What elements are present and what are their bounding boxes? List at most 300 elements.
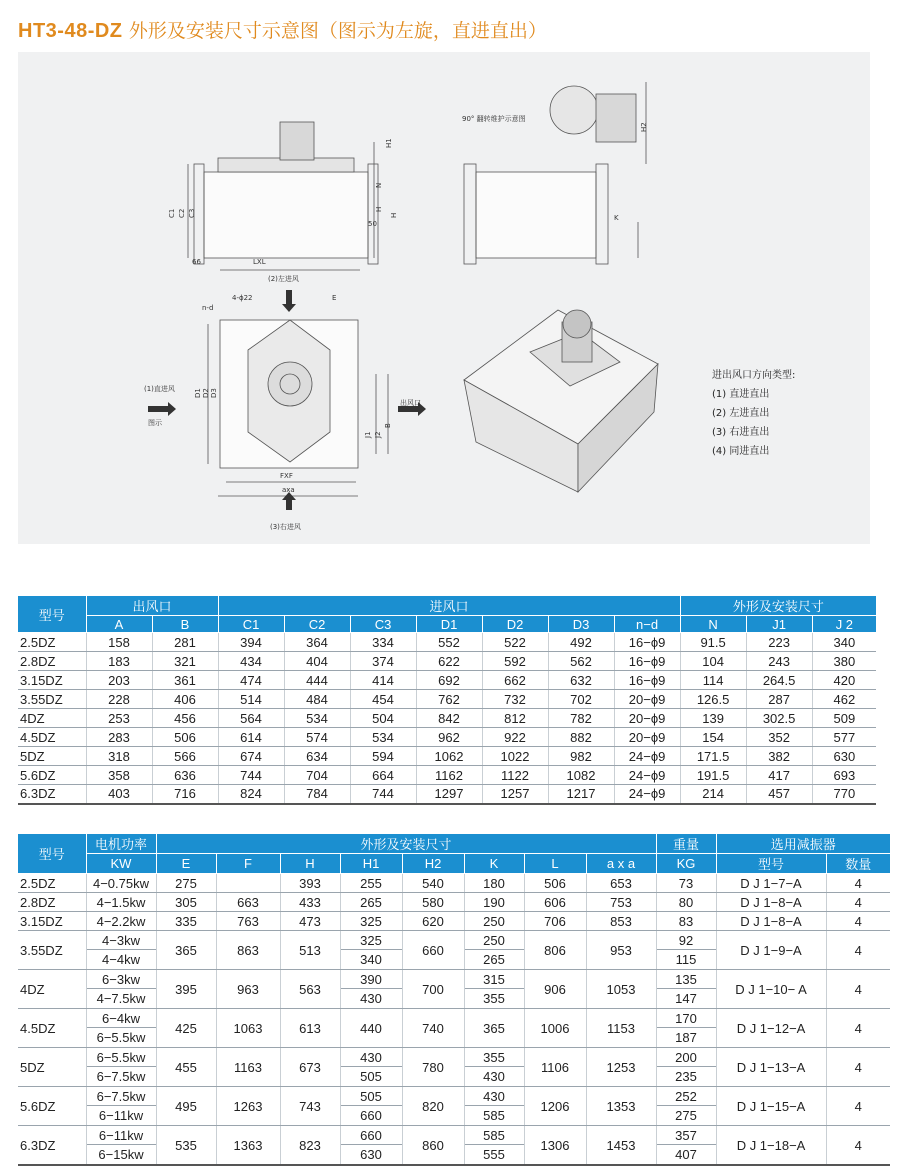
value-cell: 264.5 [746,671,812,690]
h-cell: 613 [280,1009,340,1048]
h1-value: 630 [360,1147,382,1162]
table-row [18,912,890,931]
h2-cell: 660 [402,931,464,970]
column-header: C1 [218,616,284,633]
h2-cell: 820 [402,1087,464,1126]
value-cell: 812 [482,709,548,728]
kw-cell [86,970,156,1009]
group-dimensions: 外形及安装尺寸 [680,596,876,616]
qty-cell: 4 [826,1087,890,1126]
table-row [18,785,876,804]
value-cell: 16−ϕ9 [614,652,680,671]
damper-cell: D J 1−10− A [716,970,826,1009]
kw-cell [86,1009,156,1048]
kg-cell [656,970,716,1009]
axa-cell: 1353 [586,1087,656,1126]
value-cell: 382 [746,747,812,766]
value-cell: 744 [218,766,284,785]
value-cell: 704 [284,766,350,785]
column-header: K [464,854,524,874]
column-header: J1 [746,616,812,633]
model-cell: 4DZ [18,970,86,1009]
kg-value: 407 [675,1147,697,1162]
column-header: J 2 [812,616,876,633]
kw-cell: 4−2.2kw [86,912,156,931]
l-cell: 1306 [524,1126,586,1166]
value-cell: 183 [86,652,152,671]
value-cell: 281 [152,633,218,652]
model-cell: 2.8DZ [18,893,86,912]
model-cell: 6.3DZ [18,1126,86,1166]
column-header: C2 [284,616,350,633]
kg-value: 147 [675,991,697,1006]
value-cell: 434 [218,652,284,671]
label-outlet: 出风口 [400,399,421,407]
value-cell: 158 [86,633,152,652]
column-header: C3 [350,616,416,633]
value-cell: 139 [680,709,746,728]
value-cell: 664 [350,766,416,785]
kg-value: 275 [675,1108,697,1123]
value-cell: 693 [812,766,876,785]
kw-cell [86,1126,156,1166]
value-cell: 334 [350,633,416,652]
column-header: D2 [482,616,548,633]
motor-table [18,834,890,1166]
value-cell: 674 [218,747,284,766]
column-header: N [680,616,746,633]
model-cell: 5.6DZ [18,766,86,785]
label-j1: J1 [364,431,372,438]
value-cell: 716 [152,785,218,804]
h2-cell: 700 [402,970,464,1009]
kw-value: 6−11kw [87,1126,156,1145]
value-cell: 417 [746,766,812,785]
label-d2: D2 [202,388,210,398]
kg-value: 92 [657,931,716,950]
group-inlet: 进风口 [218,596,680,616]
label-h: H [390,212,398,218]
model-cell: 2.5DZ [18,633,86,652]
value-cell: 842 [416,709,482,728]
value-cell: 171.5 [680,747,746,766]
value-cell: 321 [152,652,218,671]
value-cell: 824 [218,785,284,804]
value-cell: 534 [350,728,416,747]
k-value: 265 [483,952,505,967]
qty-cell: 4 [826,970,890,1009]
h1-cell: 440 [340,1009,402,1048]
k-cell [464,1087,524,1126]
f-cell: 1263 [216,1087,280,1126]
k-value: 430 [465,1087,524,1106]
value-cell: 406 [152,690,218,709]
f-cell: 1363 [216,1126,280,1166]
value-cell: 24−ϕ9 [614,785,680,804]
kw-value: 6−7.5kw [87,1087,156,1106]
l-cell: 1206 [524,1087,586,1126]
group-outlet: 出风口 [86,596,218,616]
front-view-box [204,172,368,258]
straight-in-arrow [148,402,176,416]
h2-cell: 780 [402,1048,464,1087]
table-row [18,874,890,893]
kw-cell: 4−0.75kw [86,874,156,893]
value-cell: 287 [746,690,812,709]
kg-value: 235 [675,1069,697,1084]
value-cell: 564 [218,709,284,728]
label-j2: J2 [374,431,382,438]
label-e: E [332,294,337,302]
value-cell: 509 [812,709,876,728]
kg-cell [656,1009,716,1048]
value-cell: 784 [284,785,350,804]
value-cell: 614 [218,728,284,747]
value-cell: 474 [218,671,284,690]
h2-cell: 540 [402,874,464,893]
label-50: 50 [368,220,377,228]
kg-cell [656,1087,716,1126]
label-c1: C1 [168,208,176,218]
value-cell: 358 [86,766,152,785]
value-cell: 352 [746,728,812,747]
damper-cell: D J 1−7−A [716,874,826,893]
model-name: HT3-48-DZ [18,20,123,42]
group-motor-power: 电机功率 [86,834,156,854]
value-cell: 522 [482,633,548,652]
table-row [18,671,876,690]
kg-cell: 73 [656,874,716,893]
label-k: K [614,214,619,222]
column-header: a x a [586,854,656,874]
model-cell: 5.6DZ [18,1087,86,1126]
h-cell: 513 [280,931,340,970]
damper-cell: D J 1−18−A [716,1126,826,1166]
value-cell: 594 [350,747,416,766]
table-row [18,1087,890,1126]
e-cell: 305 [156,893,216,912]
value-cell: 492 [548,633,614,652]
value-cell: 484 [284,690,350,709]
value-cell: 456 [152,709,218,728]
value-cell: 404 [284,652,350,671]
value-cell: 692 [416,671,482,690]
h1-value: 660 [360,1108,382,1123]
h1-value: 505 [341,1087,402,1106]
value-cell: 214 [680,785,746,804]
value-cell: 1217 [548,785,614,804]
e-cell: 395 [156,970,216,1009]
k-cell [464,1126,524,1166]
table-row [18,1048,890,1087]
kw-value: 4−7.5kw [96,991,146,1006]
h1-cell [340,931,402,970]
kw-cell [86,1048,156,1087]
value-cell: 566 [152,747,218,766]
label-h-small: H [375,206,383,212]
value-cell: 302.5 [746,709,812,728]
kg-value: 252 [657,1087,716,1106]
value-cell: 1162 [416,766,482,785]
model-cell: 3.55DZ [18,690,86,709]
value-cell: 361 [152,671,218,690]
h-cell: 743 [280,1087,340,1126]
column-header: H2 [402,854,464,874]
label-h1: H1 [385,138,393,148]
h1-value: 325 [341,931,402,950]
value-cell: 394 [218,633,284,652]
model-cell: 5DZ [18,1048,86,1087]
h2-cell: 860 [402,1126,464,1166]
value-cell: 662 [482,671,548,690]
label-d1: D1 [194,388,202,398]
e-cell: 335 [156,912,216,931]
value-cell: 770 [812,785,876,804]
qty-cell: 4 [826,1126,890,1166]
label-shown: 图示 [148,419,162,427]
kg-value: 357 [657,1126,716,1145]
label-h2: H2 [640,122,648,132]
qty-cell: 4 [826,874,890,893]
value-cell: 514 [218,690,284,709]
f-cell: 763 [216,912,280,931]
label-axa: axa [282,486,295,494]
kw-cell: 4−1.5kw [86,893,156,912]
value-cell: 962 [416,728,482,747]
column-header: KW [86,854,156,874]
value-cell: 104 [680,652,746,671]
f-cell: 963 [216,970,280,1009]
column-header: L [524,854,586,874]
value-cell: 1022 [482,747,548,766]
h1-cell [340,1126,402,1166]
value-cell: 414 [350,671,416,690]
h1-value: 505 [360,1069,382,1084]
label-66: 66 [192,258,201,266]
kw-value: 6−4kw [87,1009,156,1028]
model-cell: 3.15DZ [18,912,86,931]
kg-value: 187 [675,1030,697,1045]
column-header: n−d [614,616,680,633]
group-weight: 重量 [656,834,716,854]
group-dimensions: 外形及安装尺寸 [156,834,656,854]
axa-cell: 753 [586,893,656,912]
k-value: 430 [483,1069,505,1084]
model-cell: 2.8DZ [18,652,86,671]
value-cell: 20−ϕ9 [614,728,680,747]
f-cell: 663 [216,893,280,912]
value-cell: 882 [548,728,614,747]
column-header: F [216,854,280,874]
column-header: B [152,616,218,633]
label-right-in: (3)右进风 [270,523,301,531]
column-header: H1 [340,854,402,874]
kw-value: 4−4kw [102,952,140,967]
l-cell: 1106 [524,1048,586,1087]
value-cell: 574 [284,728,350,747]
kw-cell [86,1087,156,1126]
h-cell: 393 [280,874,340,893]
value-cell: 403 [86,785,152,804]
e-cell: 495 [156,1087,216,1126]
plan-inlet-circle [268,362,312,406]
value-cell: 191.5 [680,766,746,785]
model-cell: 4DZ [18,709,86,728]
f-cell: 863 [216,931,280,970]
column-header: KG [656,854,716,874]
legend-item: (4) 同进直出 [712,446,770,457]
damper-cell: D J 1−8−A [716,893,826,912]
k-value: 355 [465,1048,524,1067]
e-cell: 275 [156,874,216,893]
h1-cell: 325 [340,912,402,931]
h-cell: 673 [280,1048,340,1087]
qty-cell: 4 [826,1009,890,1048]
f-cell [216,874,280,893]
h-cell: 473 [280,912,340,931]
value-cell: 634 [284,747,350,766]
table-row [18,633,876,652]
legend-item: (2) 左进直出 [712,408,770,419]
label-c3: C3 [188,208,196,218]
value-cell: 592 [482,652,548,671]
table-row [18,652,876,671]
table-row [18,931,890,970]
label-straight-in: (1)直进风 [144,385,175,393]
k-value: 315 [465,970,524,989]
k-cell: 365 [464,1009,524,1048]
value-cell: 534 [284,709,350,728]
value-cell: 562 [548,652,614,671]
h-cell: 823 [280,1126,340,1166]
label-flip: 90° 翻转维护示意图 [462,115,526,123]
h1-value: 340 [360,952,382,967]
h1-cell: 255 [340,874,402,893]
h1-value: 660 [341,1126,402,1145]
h2-cell: 740 [402,1009,464,1048]
value-cell: 20−ϕ9 [614,709,680,728]
model-cell: 5DZ [18,747,86,766]
table-row [18,728,876,747]
h2-cell: 580 [402,893,464,912]
h1-value: 390 [341,970,402,989]
column-header: E [156,854,216,874]
model-cell: 4.5DZ [18,1009,86,1048]
axa-cell: 853 [586,912,656,931]
value-cell: 462 [812,690,876,709]
kg-cell [656,1126,716,1166]
value-cell: 702 [548,690,614,709]
legend-item: (1) 直进直出 [712,389,770,400]
value-cell: 374 [350,652,416,671]
l-cell: 1006 [524,1009,586,1048]
f-cell: 1163 [216,1048,280,1087]
l-cell: 606 [524,893,586,912]
value-cell: 16−ϕ9 [614,633,680,652]
kw-cell [86,931,156,970]
h1-value: 430 [341,1048,402,1067]
axa-cell: 1153 [586,1009,656,1048]
table-row [18,747,876,766]
value-cell: 982 [548,747,614,766]
axa-cell: 953 [586,931,656,970]
column-header: 数量 [826,854,890,874]
k-cell [464,970,524,1009]
value-cell: 732 [482,690,548,709]
k-value: 585 [483,1108,505,1123]
value-cell: 253 [86,709,152,728]
label-d3: D3 [210,388,218,398]
value-cell: 457 [746,785,812,804]
value-cell: 154 [680,728,746,747]
dimension-table [18,596,876,805]
side-impeller [550,86,598,134]
kg-cell: 80 [656,893,716,912]
side-motor [596,94,636,142]
value-cell: 24−ϕ9 [614,747,680,766]
value-cell: 283 [86,728,152,747]
value-cell: 922 [482,728,548,747]
label-nd: n-d [202,304,214,312]
value-cell: 506 [152,728,218,747]
value-cell: 114 [680,671,746,690]
h1-cell [340,1087,402,1126]
column-header: H [280,854,340,874]
value-cell: 762 [416,690,482,709]
qty-cell: 4 [826,931,890,970]
col-model: 型号 [18,596,86,633]
h1-cell [340,970,402,1009]
value-cell: 228 [86,690,152,709]
h1-cell: 265 [340,893,402,912]
value-cell: 577 [812,728,876,747]
value-cell: 552 [416,633,482,652]
value-cell: 243 [746,652,812,671]
kw-value: 6−3kw [87,970,156,989]
k-value: 355 [483,991,505,1006]
front-motor [280,122,314,160]
damper-cell: D J 1−12−A [716,1009,826,1048]
label-holes: 4-ϕ22 [232,294,253,302]
k-cell: 180 [464,874,524,893]
e-cell: 535 [156,1126,216,1166]
group-damper: 选用减振器 [716,834,890,854]
kw-value: 4−3kw [87,931,156,950]
value-cell: 454 [350,690,416,709]
kg-value: 115 [675,952,697,967]
top-in-arrow [282,290,296,312]
k-cell [464,931,524,970]
kg-value: 135 [657,970,716,989]
kw-value: 6−15kw [98,1147,144,1162]
col-model: 型号 [18,834,86,874]
label-n: N [375,182,383,188]
table-row [18,766,876,785]
axa-cell: 1453 [586,1126,656,1166]
table-row [18,1009,890,1048]
k-cell: 250 [464,912,524,931]
kw-value: 6−7.5kw [96,1069,146,1084]
h1-value: 430 [360,991,382,1006]
legend-item: (3) 右进直出 [712,427,770,438]
axa-cell: 653 [586,874,656,893]
label-b: B [384,423,392,428]
damper-cell: D J 1−13−A [716,1048,826,1087]
table-row [18,893,890,912]
value-cell: 318 [86,747,152,766]
kg-cell [656,1048,716,1087]
kg-value: 170 [657,1009,716,1028]
